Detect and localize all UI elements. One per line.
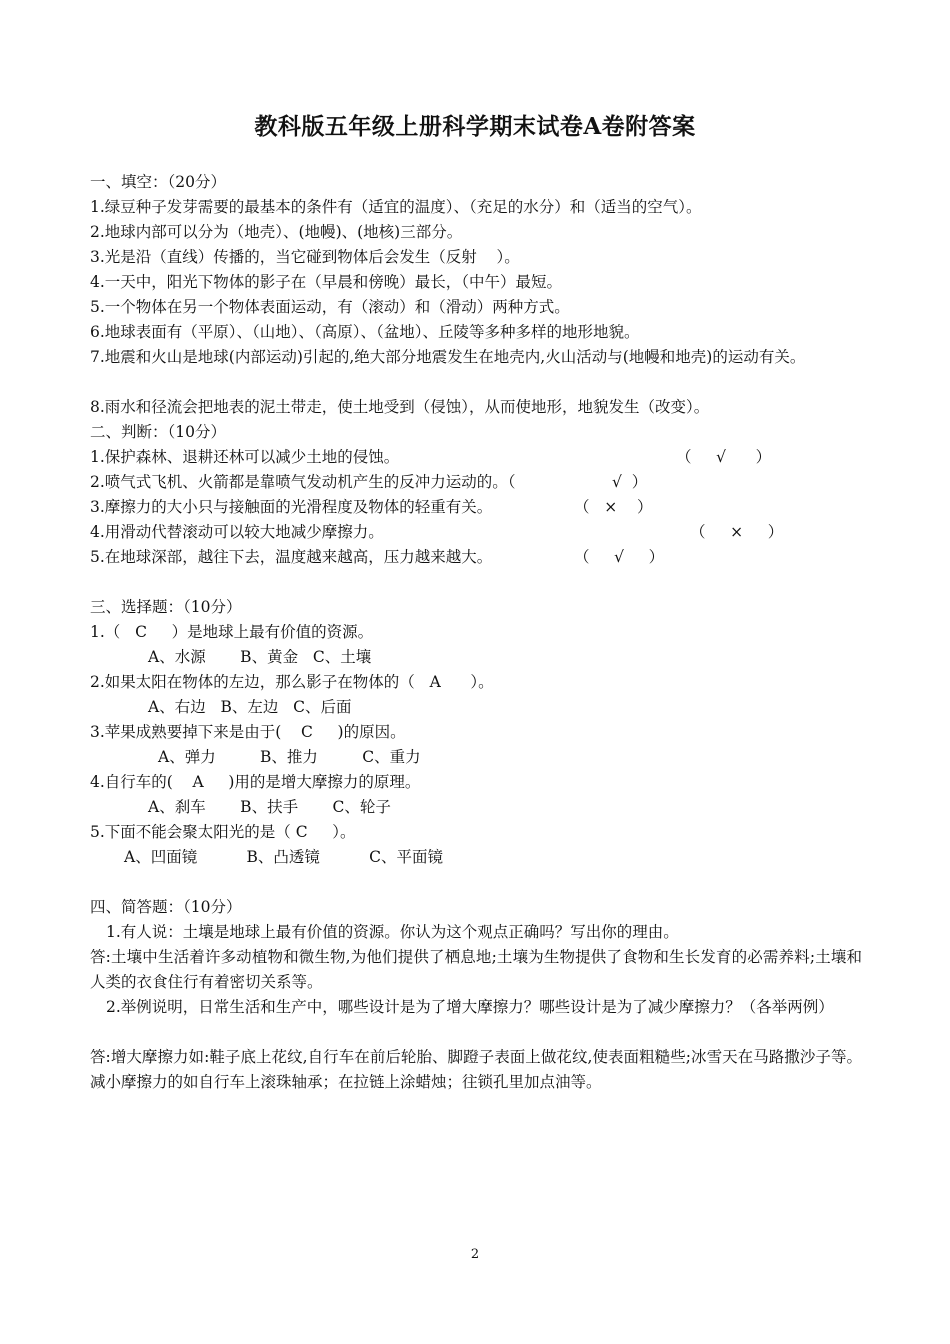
fill-item-5: 5.一个物体在另一个物体表面运动，有（滚动）和（滑动）两种方式。 xyxy=(90,298,570,316)
section-1-heading: 一、填空：（20分） xyxy=(90,173,226,191)
choice-question-4: 4.自行车的( A )用的是增大摩擦力的原理。 xyxy=(90,773,421,791)
choice-question-2: 2.如果太阳在物体的左边，那么影子在物体的（ A ）。 xyxy=(90,673,494,691)
judge-item-3: 3.摩擦力的大小只与接触面的光滑程度及物体的轻重有关。 xyxy=(90,498,493,516)
judge-item-1: 1.保护森林、退耕还林可以减少土地的侵蚀。 xyxy=(90,448,400,466)
judge-item-5: 5.在地球深部，越往下去，温度越来越高，压力越来越大。 xyxy=(90,548,493,566)
fill-item-8: 8.雨水和径流会把地表的泥土带走，使土地受到（侵蚀），从而使地形，地貌发生（改变）。 xyxy=(90,398,710,416)
fill-item-6: 6.地球表面有（平原）、（山地）、（高原）、（盆地）、丘陵等多种多样的地形地貌。 xyxy=(90,323,640,341)
judge-item-4: 4.用滑动代替滚动可以较大地减少摩擦力。 xyxy=(90,523,384,541)
choice-question-3: 3.苹果成熟要掉下来是由于( C )的原因。 xyxy=(90,723,406,741)
fill-item-2: 2.地球内部可以分为（地壳）、(地幔)、(地核)三部分。 xyxy=(90,223,463,241)
short-answer-1: 答:土壤中生活着许多动植物和微生物,为他们提供了栖息地;土壤为生物提供了食物和生长发育的必需养料;土壤和人类的衣食住行有着密切关系等。 xyxy=(90,948,862,991)
page-number: 2 xyxy=(470,1247,480,1262)
short-question-1: 1.有人说：土壤是地球上最有价值的资源。你认为这个观点正确吗？写出你的理由。 xyxy=(106,923,679,941)
fill-item-4: 4.一天中，阳光下物体的影子在（早晨和傍晚）最长，（中午）最短。 xyxy=(90,273,563,291)
choice-question-5: 5.下面不能会聚太阳光的是（ C ）。 xyxy=(90,823,356,841)
fill-item-7: 7.地震和火山是地球(内部运动)引起的,绝大部分地震发生在地壳内,火山活动与(地幔和地壳)的运动有关。 xyxy=(90,348,806,366)
choice-options-4: A、刹车 B、扶手 C、轮子 xyxy=(148,798,391,816)
judge-item-2: 2.喷气式飞机、火箭都是靠喷气发动机产生的反冲力运动的。（ xyxy=(90,473,516,491)
choice-question-1: 1.（ C ）是地球上最有价值的资源。 xyxy=(90,623,374,641)
choice-options-3: A、弹力 B、推力 C、重力 xyxy=(158,748,421,766)
choice-options-2: A、右边 B、左边 C、后面 xyxy=(148,698,352,716)
short-answer-2: 答:增大摩擦力如:鞋子底上花纹,自行车在前后轮胎、脚蹬子表面上做花纹,使表面粗糙些;冰雪天在马路撒沙子等。减小摩擦力的如自行车上滚珠轴承；在拉链上涂蜡烛；往锁孔里加点油等。 xyxy=(90,1048,862,1091)
section-4-heading: 四、简答题：（10分） xyxy=(90,898,242,916)
judge-answer-2: √ ） xyxy=(612,473,648,491)
judge-answer-5: （ √ ） xyxy=(574,548,665,566)
fill-item-3: 3.光是沿（直线）传播的，当它碰到物体后会发生（反射 ）。 xyxy=(90,248,520,266)
fill-item-1: 1.绿豆种子发芽需要的最基本的条件有（适宜的温度）、（充足的水分）和（适当的空气）。 xyxy=(90,198,702,216)
page-title: 教科版五年级上册科学期末试卷A卷附答案 xyxy=(254,113,696,140)
judge-answer-1: （ √ ） xyxy=(676,448,772,466)
judge-answer-3: （ × ） xyxy=(574,498,653,516)
section-3-heading: 三、选择题：（10分） xyxy=(90,598,242,616)
section-2-heading: 二、判断：（10分） xyxy=(90,423,226,441)
choice-options-1: A、水源 B、黄金 C、土壤 xyxy=(148,648,372,666)
short-question-2: 2.举例说明，日常生活和生产中，哪些设计是为了增大摩擦力？哪些设计是为了减少摩擦力？（各举两例） xyxy=(106,998,834,1016)
choice-options-5: A、凹面镜 B、凸透镜 C、平面镜 xyxy=(124,848,443,866)
judge-answer-4: （ × ） xyxy=(690,523,784,541)
